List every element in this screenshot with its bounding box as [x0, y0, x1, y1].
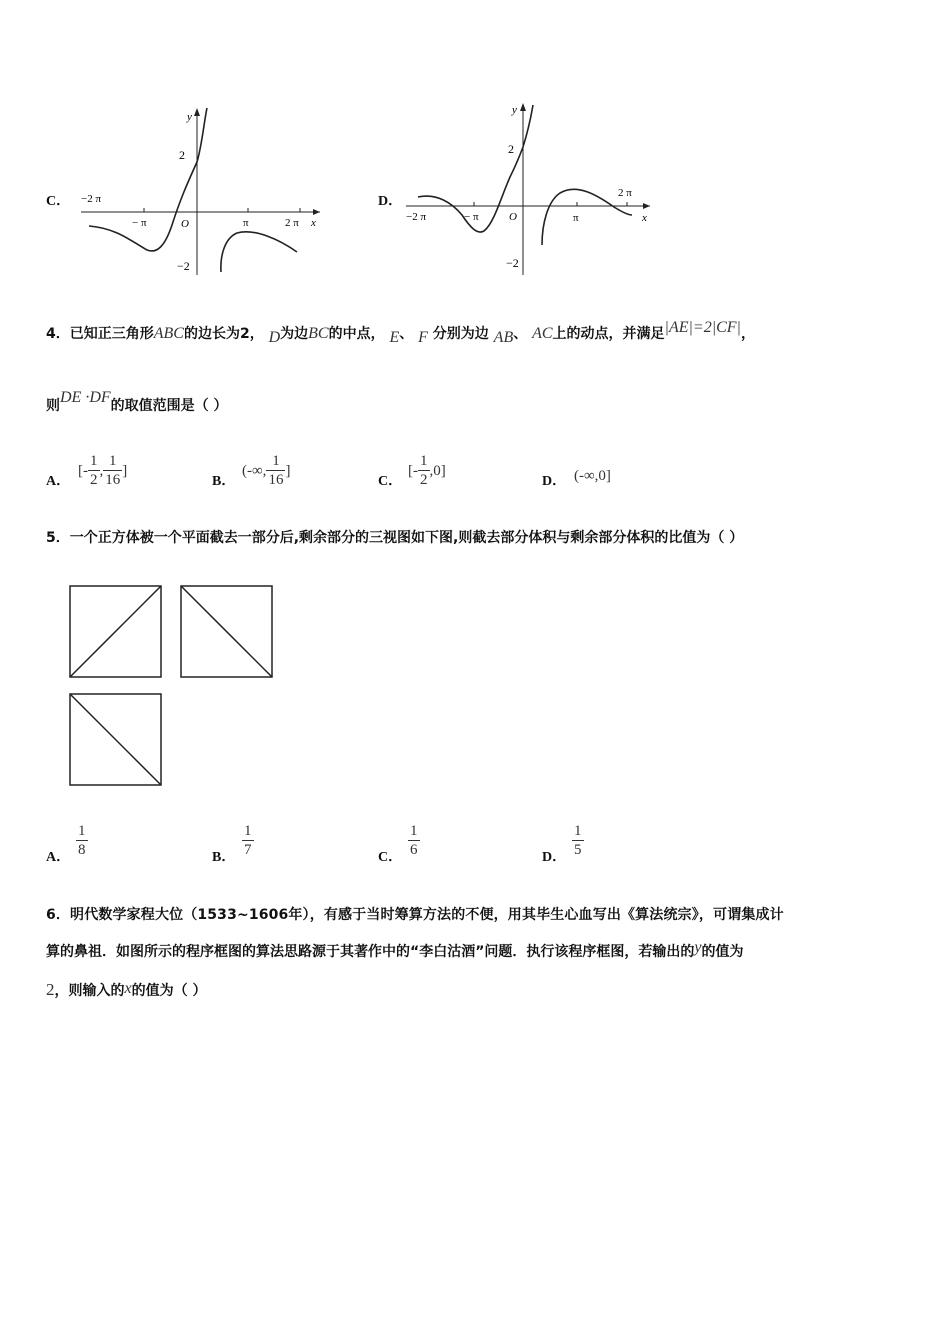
graph-d-origin: O: [509, 211, 517, 223]
q6-line3: [46, 978, 206, 1003]
q6-line3-mid: ，则输入的: [54, 983, 125, 999]
graph-d-y-arrow: [520, 103, 526, 111]
graph-c-curve-right: [221, 232, 297, 272]
q4-e: E: [389, 329, 400, 346]
q4-option-a-label: A．: [46, 474, 71, 489]
q4-line2-pre: 则: [46, 398, 60, 414]
q4-b-pre: (-∞,: [242, 463, 267, 479]
q5-a-num: 1: [78, 823, 86, 839]
q4-sep-1: 、: [399, 326, 414, 342]
q5-option-d-label: D．: [542, 850, 567, 865]
graph-c-y-top: 2: [179, 148, 185, 162]
q4-line2-post: 的取值范围是（ ）: [110, 398, 228, 414]
q6-line2: [46, 940, 744, 964]
q4-b-post: ]: [285, 463, 291, 479]
q4-f: F: [418, 329, 428, 346]
q4-c-post: ,0]: [429, 463, 446, 479]
q4-a-d2: 16: [105, 472, 121, 488]
q4-b-d1: 16: [268, 472, 284, 488]
graph-d-tick-2pi: 2 π: [618, 187, 632, 199]
option-c-label: C．: [46, 194, 71, 209]
q4-text-7: ，: [740, 326, 755, 342]
front-view-diagonal: [70, 586, 161, 677]
top-view: [70, 694, 161, 785]
q4-a-mid: ,: [99, 463, 104, 479]
q5-b-num: 1: [244, 823, 252, 839]
q4-a-n1: 1: [90, 453, 98, 469]
top-view-diagonal: [70, 694, 161, 785]
q4-text-3: 为边: [280, 326, 309, 342]
q4-c-d1: 2: [420, 472, 428, 488]
q4-d: D: [268, 329, 281, 346]
q5-c-den: 6: [410, 842, 418, 858]
q4-a-post: ]: [122, 463, 128, 479]
graph-d-x-arrow: [643, 203, 650, 209]
q4-c-pre: [-: [408, 463, 418, 479]
q4-option-b-label: B．: [212, 474, 236, 489]
q4-abc: ABC: [153, 325, 184, 342]
option-d-label: D．: [378, 194, 403, 209]
q5-c-num: 1: [410, 823, 418, 839]
graph-c-y-arrow: [194, 108, 200, 116]
q6-line1: 6．明代数学家程大位（1533~1606年），有感于当时筹算方法的不便，用其毕生心血写出《算法统宗》，可谓集成计: [46, 907, 784, 923]
q4-ab: AB: [493, 329, 514, 346]
q4-a-pre: [-: [78, 463, 88, 479]
q4-sep-2: 、: [513, 326, 528, 342]
q6-y: y: [694, 939, 702, 956]
q6-line2-post: 的值为: [701, 944, 744, 960]
graph-c-x-label: x: [311, 217, 316, 229]
side-view-diagonal: [181, 586, 272, 677]
side-view: [181, 586, 272, 677]
q6-two: 2: [46, 980, 55, 999]
q4-bc: BC: [308, 325, 329, 342]
q5-d-den: 5: [574, 842, 582, 858]
q4-option-c-label: C．: [378, 474, 403, 489]
graph-d-tick-neg2pi: −2 π: [406, 211, 427, 223]
q4-line2: [46, 389, 228, 420]
three-views: [68, 584, 278, 789]
q4-text-6: 上的动点，并满足: [552, 326, 665, 342]
q4-c-n1: 1: [420, 453, 428, 469]
q4-ac: AC: [532, 325, 553, 342]
graph-c-y-bottom: −2: [177, 259, 190, 273]
q5-stem: 5．一个正方体被一个平面截去一部分后,剩余部分的三视图如下图,则截去部分体积与剩余部分体积的比值为（ ）: [46, 530, 744, 546]
q5-d-num: 1: [574, 823, 582, 839]
q6-x: x: [124, 980, 132, 997]
q4-stem: [46, 319, 755, 346]
q4-a-d1: 2: [90, 472, 98, 488]
graph-d-tick-pi: π: [573, 212, 579, 224]
q4-text-2: 的边长为2，: [183, 326, 264, 342]
graph-d-y-bottom: −2: [506, 256, 519, 270]
q4-option-d-label: D．: [542, 474, 567, 489]
q5-option-b-label: B．: [212, 850, 236, 865]
graph-c-tick-negpi: − π: [132, 217, 147, 229]
graph-c-tick-neg2pi: −2 π: [81, 193, 102, 205]
q6-line2-pre: 算的鼻祖．如图所示的程序框图的算法思路源于其著作中的“李白沽酒”问题．执行该程序框图，若输出的: [46, 944, 695, 960]
graph-d-y-label: y: [512, 104, 517, 116]
q4-dot-product: DE ·DF: [60, 389, 111, 406]
graph-c-tick-pi: π: [243, 217, 249, 229]
q4-number: 4．: [46, 326, 70, 342]
q4-text-5: 分别为边: [432, 326, 489, 342]
q4-text-4: 的中点，: [328, 326, 385, 342]
q4-a-n2: 1: [103, 452, 122, 471]
q5-option-c-label: C．: [378, 850, 403, 865]
graph-d-y-top: 2: [508, 142, 514, 156]
q4-text-1: 已知正三角形: [69, 326, 154, 342]
q4-b-n1: 1: [266, 452, 285, 471]
graph-d: [402, 95, 657, 280]
graph-c-curve-left: [89, 108, 207, 251]
q5-b-den: 7: [244, 842, 252, 858]
q5-a-den: 8: [78, 842, 86, 858]
graph-c-y-label: y: [187, 111, 192, 123]
graph-c-tick-2pi: 2 π: [285, 217, 299, 229]
q6-line3-post: 的值为（ ）: [131, 983, 207, 999]
graph-d-tick-negpi: − π: [464, 211, 479, 223]
graph-c-origin: O: [181, 218, 189, 230]
q4-condition: |AE|=2|CF|: [664, 319, 741, 336]
graph-c: [75, 100, 325, 280]
front-view: [70, 586, 161, 677]
graph-d-x-label: x: [642, 212, 647, 224]
q5-option-a-label: A．: [46, 850, 71, 865]
q4-d-value: (-∞,0]: [574, 468, 611, 484]
graph-c-x-arrow: [313, 209, 320, 215]
